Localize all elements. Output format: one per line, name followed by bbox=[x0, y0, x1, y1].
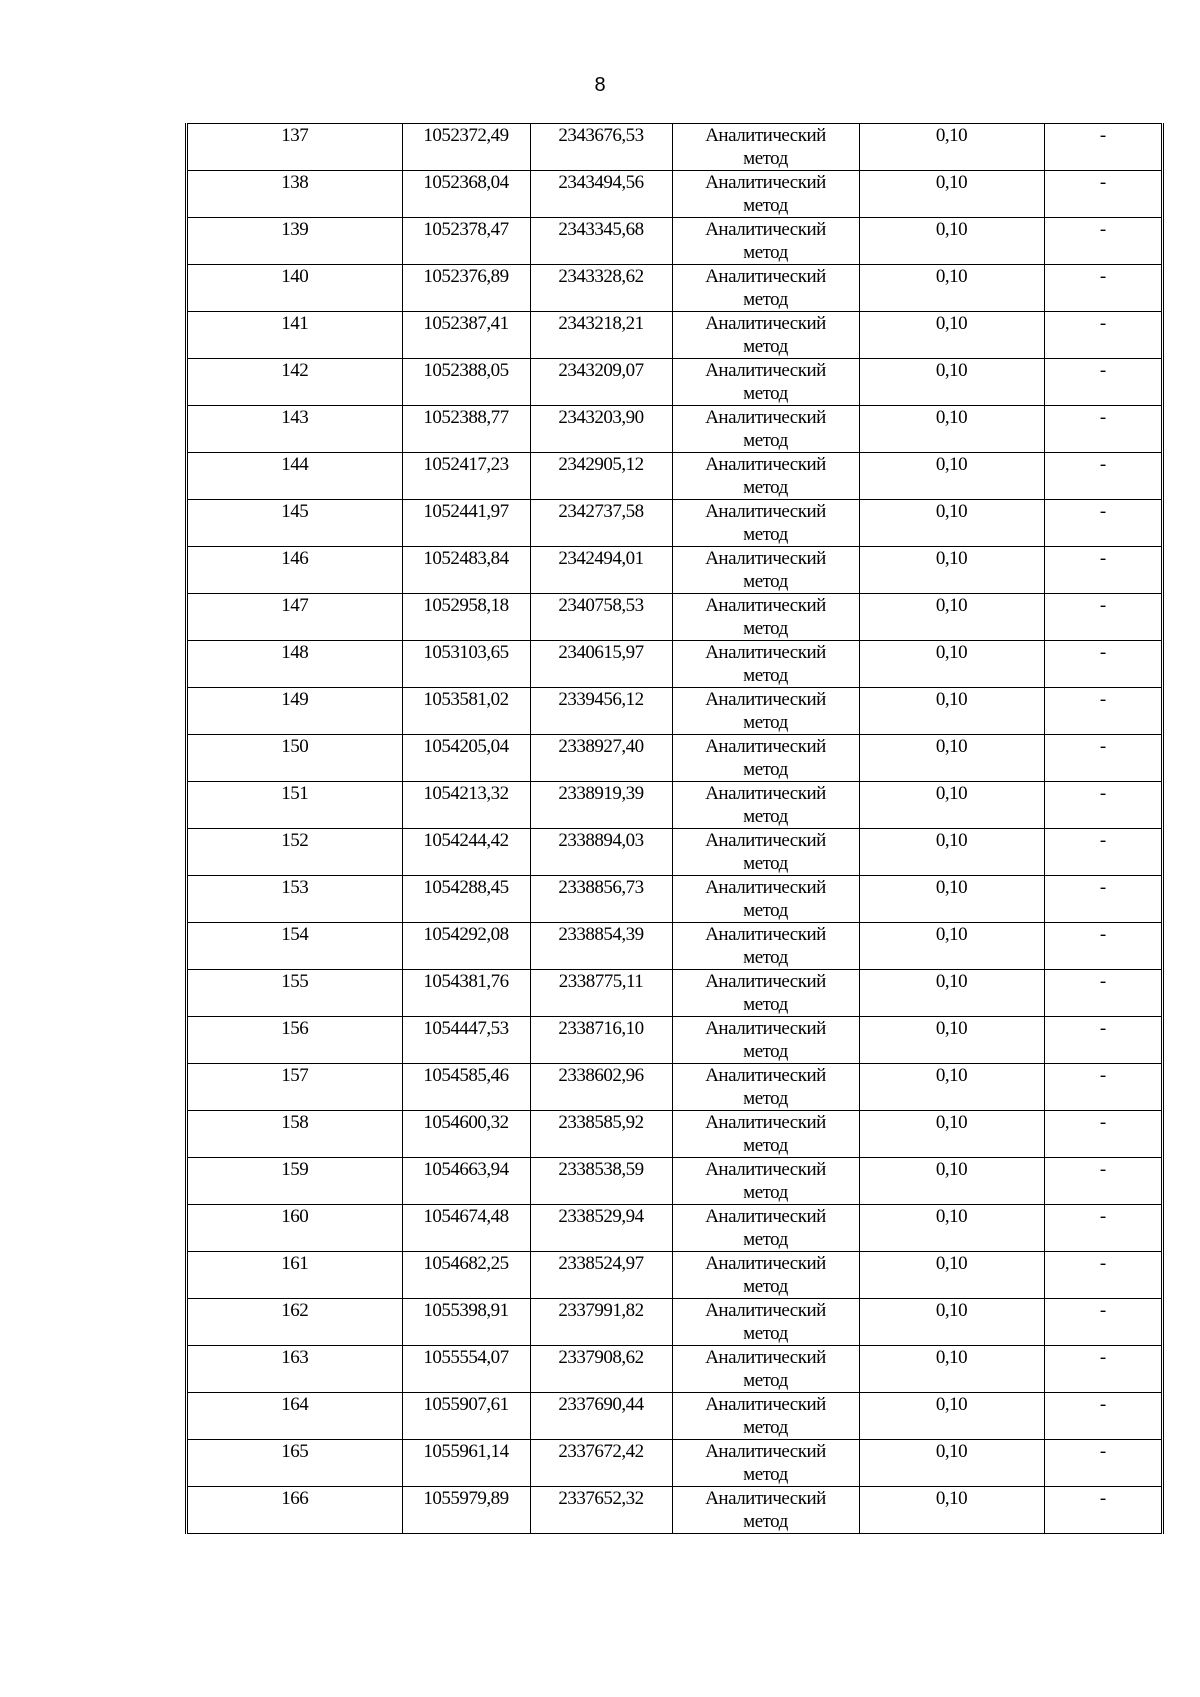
x-coordinate-cell: 1052388,77 bbox=[402, 406, 530, 453]
method-line-2: метод bbox=[743, 1229, 788, 1250]
method-cell bbox=[672, 1158, 859, 1205]
point-number-cell: 144 bbox=[188, 453, 402, 500]
method-line-2: метод bbox=[743, 1182, 788, 1203]
x-coordinate-cell: 1055979,89 bbox=[402, 1487, 530, 1534]
method-line-1: Аналитический bbox=[705, 1253, 826, 1274]
method-line-1: Аналитический bbox=[705, 454, 826, 475]
method-line-2: метод bbox=[743, 1511, 788, 1532]
method-line-1: Аналитический bbox=[705, 1018, 826, 1039]
point-number-cell: 153 bbox=[188, 876, 402, 923]
accuracy-cell: 0,10 bbox=[859, 641, 1044, 688]
table-row bbox=[188, 265, 1161, 312]
table-row bbox=[188, 829, 1161, 876]
note-cell: - bbox=[1044, 1252, 1161, 1299]
accuracy-cell: 0,10 bbox=[859, 1440, 1044, 1487]
point-number-cell: 139 bbox=[188, 218, 402, 265]
y-coordinate-cell: 2337672,42 bbox=[530, 1440, 672, 1487]
method-cell bbox=[672, 1487, 859, 1534]
note-cell: - bbox=[1044, 218, 1161, 265]
method-line-1: Аналитический bbox=[705, 1112, 826, 1133]
table-row bbox=[188, 171, 1161, 218]
method-cell bbox=[672, 1299, 859, 1346]
y-coordinate-cell: 2337991,82 bbox=[530, 1299, 672, 1346]
x-coordinate-cell: 1055554,07 bbox=[402, 1346, 530, 1393]
table-row bbox=[188, 218, 1161, 265]
method-cell bbox=[672, 1440, 859, 1487]
x-coordinate-cell: 1054447,53 bbox=[402, 1017, 530, 1064]
method-line-2: метод bbox=[743, 571, 788, 592]
note-cell: - bbox=[1044, 876, 1161, 923]
x-coordinate-cell: 1052417,23 bbox=[402, 453, 530, 500]
method-cell bbox=[672, 735, 859, 782]
x-coordinate-cell: 1052378,47 bbox=[402, 218, 530, 265]
table-row bbox=[188, 688, 1161, 735]
method-line-2: метод bbox=[743, 947, 788, 968]
point-number-cell: 147 bbox=[188, 594, 402, 641]
point-number-cell: 143 bbox=[188, 406, 402, 453]
point-number-cell: 152 bbox=[188, 829, 402, 876]
y-coordinate-cell: 2338894,03 bbox=[530, 829, 672, 876]
method-line-1: Аналитический bbox=[705, 1347, 826, 1368]
table-row bbox=[188, 406, 1161, 453]
y-coordinate-cell: 2343345,68 bbox=[530, 218, 672, 265]
method-cell bbox=[672, 312, 859, 359]
point-number-cell: 160 bbox=[188, 1205, 402, 1252]
method-line-2: метод bbox=[743, 242, 788, 263]
method-line-2: метод bbox=[743, 524, 788, 545]
y-coordinate-cell: 2337690,44 bbox=[530, 1393, 672, 1440]
table-row bbox=[188, 923, 1161, 970]
table-row bbox=[188, 1064, 1161, 1111]
method-line-1: Аналитический bbox=[705, 1300, 826, 1321]
method-cell bbox=[672, 500, 859, 547]
method-line-1: Аналитический bbox=[705, 1394, 826, 1415]
method-line-2: метод bbox=[743, 712, 788, 733]
method-cell bbox=[672, 124, 859, 171]
accuracy-cell: 0,10 bbox=[859, 171, 1044, 218]
x-coordinate-cell: 1052483,84 bbox=[402, 547, 530, 594]
method-line-1: Аналитический bbox=[705, 548, 826, 569]
method-cell bbox=[672, 1111, 859, 1158]
note-cell: - bbox=[1044, 688, 1161, 735]
method-line-2: метод bbox=[743, 1135, 788, 1156]
method-cell bbox=[672, 218, 859, 265]
method-line-2: метод bbox=[743, 383, 788, 404]
method-cell bbox=[672, 1252, 859, 1299]
table-row bbox=[188, 1487, 1161, 1534]
method-line-2: метод bbox=[743, 477, 788, 498]
y-coordinate-cell: 2338856,73 bbox=[530, 876, 672, 923]
note-cell: - bbox=[1044, 500, 1161, 547]
x-coordinate-cell: 1054292,08 bbox=[402, 923, 530, 970]
y-coordinate-cell: 2338538,59 bbox=[530, 1158, 672, 1205]
point-number-cell: 151 bbox=[188, 782, 402, 829]
accuracy-cell: 0,10 bbox=[859, 1252, 1044, 1299]
x-coordinate-cell: 1054674,48 bbox=[402, 1205, 530, 1252]
method-cell bbox=[672, 1393, 859, 1440]
method-cell bbox=[672, 923, 859, 970]
table-row bbox=[188, 1299, 1161, 1346]
method-line-1: Аналитический bbox=[705, 266, 826, 287]
x-coordinate-cell: 1052376,89 bbox=[402, 265, 530, 312]
method-cell bbox=[672, 688, 859, 735]
point-number-cell: 158 bbox=[188, 1111, 402, 1158]
table-row bbox=[188, 1017, 1161, 1064]
method-line-1: Аналитический bbox=[705, 689, 826, 710]
y-coordinate-cell: 2343328,62 bbox=[530, 265, 672, 312]
method-cell bbox=[672, 406, 859, 453]
y-coordinate-cell: 2338716,10 bbox=[530, 1017, 672, 1064]
y-coordinate-cell: 2340758,53 bbox=[530, 594, 672, 641]
accuracy-cell: 0,10 bbox=[859, 1017, 1044, 1064]
method-line-1: Аналитический bbox=[705, 642, 826, 663]
accuracy-cell: 0,10 bbox=[859, 829, 1044, 876]
x-coordinate-cell: 1055907,61 bbox=[402, 1393, 530, 1440]
accuracy-cell: 0,10 bbox=[859, 876, 1044, 923]
y-coordinate-cell: 2338529,94 bbox=[530, 1205, 672, 1252]
method-line-1: Аналитический bbox=[705, 783, 826, 804]
point-number-cell: 166 bbox=[188, 1487, 402, 1534]
table-row bbox=[188, 1252, 1161, 1299]
accuracy-cell: 0,10 bbox=[859, 265, 1044, 312]
method-line-1: Аналитический bbox=[705, 736, 826, 757]
method-cell bbox=[672, 1017, 859, 1064]
method-cell bbox=[672, 829, 859, 876]
note-cell: - bbox=[1044, 735, 1161, 782]
point-number-cell: 150 bbox=[188, 735, 402, 782]
point-number-cell: 138 bbox=[188, 171, 402, 218]
x-coordinate-cell: 1052441,97 bbox=[402, 500, 530, 547]
note-cell: - bbox=[1044, 641, 1161, 688]
x-coordinate-cell: 1053581,02 bbox=[402, 688, 530, 735]
method-cell bbox=[672, 171, 859, 218]
method-line-1: Аналитический bbox=[705, 877, 826, 898]
x-coordinate-cell: 1054244,42 bbox=[402, 829, 530, 876]
coordinates-table-body bbox=[188, 124, 1161, 1534]
note-cell: - bbox=[1044, 359, 1161, 406]
note-cell: - bbox=[1044, 923, 1161, 970]
y-coordinate-cell: 2343494,56 bbox=[530, 171, 672, 218]
note-cell: - bbox=[1044, 1487, 1161, 1534]
y-coordinate-cell: 2338602,96 bbox=[530, 1064, 672, 1111]
method-line-2: метод bbox=[743, 806, 788, 827]
x-coordinate-cell: 1052958,18 bbox=[402, 594, 530, 641]
accuracy-cell: 0,10 bbox=[859, 1064, 1044, 1111]
note-cell: - bbox=[1044, 453, 1161, 500]
table-row bbox=[188, 1440, 1161, 1487]
x-coordinate-cell: 1052372,49 bbox=[402, 124, 530, 171]
table-row bbox=[188, 312, 1161, 359]
x-coordinate-cell: 1054205,04 bbox=[402, 735, 530, 782]
method-line-2: метод bbox=[743, 1323, 788, 1344]
y-coordinate-cell: 2338524,97 bbox=[530, 1252, 672, 1299]
x-coordinate-cell: 1055961,14 bbox=[402, 1440, 530, 1487]
x-coordinate-cell: 1054585,46 bbox=[402, 1064, 530, 1111]
note-cell: - bbox=[1044, 829, 1161, 876]
method-line-2: метод bbox=[743, 1088, 788, 1109]
accuracy-cell: 0,10 bbox=[859, 218, 1044, 265]
y-coordinate-cell: 2338854,39 bbox=[530, 923, 672, 970]
point-number-cell: 149 bbox=[188, 688, 402, 735]
method-line-1: Аналитический bbox=[705, 125, 826, 146]
point-number-cell: 141 bbox=[188, 312, 402, 359]
y-coordinate-cell: 2337652,32 bbox=[530, 1487, 672, 1534]
accuracy-cell: 0,10 bbox=[859, 312, 1044, 359]
method-line-1: Аналитический bbox=[705, 1206, 826, 1227]
table-row bbox=[188, 500, 1161, 547]
method-cell bbox=[672, 970, 859, 1017]
note-cell: - bbox=[1044, 124, 1161, 171]
accuracy-cell: 0,10 bbox=[859, 688, 1044, 735]
method-cell bbox=[672, 1205, 859, 1252]
table-row bbox=[188, 594, 1161, 641]
point-number-cell: 157 bbox=[188, 1064, 402, 1111]
coordinates-table bbox=[188, 123, 1161, 1534]
method-line-2: метод bbox=[743, 900, 788, 921]
note-cell: - bbox=[1044, 547, 1161, 594]
method-line-2: метод bbox=[743, 1464, 788, 1485]
accuracy-cell: 0,10 bbox=[859, 359, 1044, 406]
point-number-cell: 142 bbox=[188, 359, 402, 406]
method-cell bbox=[672, 782, 859, 829]
accuracy-cell: 0,10 bbox=[859, 1205, 1044, 1252]
note-cell: - bbox=[1044, 171, 1161, 218]
method-line-2: метод bbox=[743, 430, 788, 451]
point-number-cell: 162 bbox=[188, 1299, 402, 1346]
accuracy-cell: 0,10 bbox=[859, 500, 1044, 547]
y-coordinate-cell: 2338919,39 bbox=[530, 782, 672, 829]
accuracy-cell: 0,10 bbox=[859, 453, 1044, 500]
y-coordinate-cell: 2338585,92 bbox=[530, 1111, 672, 1158]
point-number-cell: 155 bbox=[188, 970, 402, 1017]
accuracy-cell: 0,10 bbox=[859, 1487, 1044, 1534]
method-line-2: метод bbox=[743, 853, 788, 874]
table-row bbox=[188, 453, 1161, 500]
point-number-cell: 165 bbox=[188, 1440, 402, 1487]
y-coordinate-cell: 2338927,40 bbox=[530, 735, 672, 782]
y-coordinate-cell: 2340615,97 bbox=[530, 641, 672, 688]
x-coordinate-cell: 1054663,94 bbox=[402, 1158, 530, 1205]
point-number-cell: 145 bbox=[188, 500, 402, 547]
method-cell bbox=[672, 547, 859, 594]
accuracy-cell: 0,10 bbox=[859, 124, 1044, 171]
y-coordinate-cell: 2343218,21 bbox=[530, 312, 672, 359]
method-line-1: Аналитический bbox=[705, 1065, 826, 1086]
page-number: 8 bbox=[594, 74, 606, 96]
point-number-cell: 164 bbox=[188, 1393, 402, 1440]
table-row bbox=[188, 876, 1161, 923]
point-number-cell: 161 bbox=[188, 1252, 402, 1299]
x-coordinate-cell: 1052388,05 bbox=[402, 359, 530, 406]
method-line-1: Аналитический bbox=[705, 1159, 826, 1180]
x-coordinate-cell: 1054381,76 bbox=[402, 970, 530, 1017]
note-cell: - bbox=[1044, 970, 1161, 1017]
x-coordinate-cell: 1054682,25 bbox=[402, 1252, 530, 1299]
point-number-cell: 159 bbox=[188, 1158, 402, 1205]
method-cell bbox=[672, 265, 859, 312]
accuracy-cell: 0,10 bbox=[859, 1111, 1044, 1158]
accuracy-cell: 0,10 bbox=[859, 923, 1044, 970]
note-cell: - bbox=[1044, 1205, 1161, 1252]
table-row bbox=[188, 359, 1161, 406]
note-cell: - bbox=[1044, 265, 1161, 312]
note-cell: - bbox=[1044, 1064, 1161, 1111]
point-number-cell: 154 bbox=[188, 923, 402, 970]
method-line-2: метод bbox=[743, 1417, 788, 1438]
note-cell: - bbox=[1044, 1299, 1161, 1346]
table-row bbox=[188, 1111, 1161, 1158]
accuracy-cell: 0,10 bbox=[859, 1393, 1044, 1440]
method-line-1: Аналитический bbox=[705, 924, 826, 945]
method-line-1: Аналитический bbox=[705, 1488, 826, 1509]
method-cell bbox=[672, 594, 859, 641]
table-row bbox=[188, 124, 1161, 171]
method-line-1: Аналитический bbox=[705, 501, 826, 522]
point-number-cell: 146 bbox=[188, 547, 402, 594]
note-cell: - bbox=[1044, 1158, 1161, 1205]
accuracy-cell: 0,10 bbox=[859, 782, 1044, 829]
method-line-1: Аналитический bbox=[705, 407, 826, 428]
x-coordinate-cell: 1052368,04 bbox=[402, 171, 530, 218]
table-row bbox=[188, 1205, 1161, 1252]
method-line-1: Аналитический bbox=[705, 219, 826, 240]
table-row bbox=[188, 1158, 1161, 1205]
x-coordinate-cell: 1055398,91 bbox=[402, 1299, 530, 1346]
note-cell: - bbox=[1044, 1440, 1161, 1487]
method-line-1: Аналитический bbox=[705, 1441, 826, 1462]
point-number-cell: 137 bbox=[188, 124, 402, 171]
table-row bbox=[188, 735, 1161, 782]
x-coordinate-cell: 1053103,65 bbox=[402, 641, 530, 688]
y-coordinate-cell: 2342494,01 bbox=[530, 547, 672, 594]
accuracy-cell: 0,10 bbox=[859, 1346, 1044, 1393]
y-coordinate-cell: 2343676,53 bbox=[530, 124, 672, 171]
method-line-2: метод bbox=[743, 994, 788, 1015]
accuracy-cell: 0,10 bbox=[859, 1299, 1044, 1346]
x-coordinate-cell: 1052387,41 bbox=[402, 312, 530, 359]
method-line-2: метод bbox=[743, 665, 788, 686]
method-cell bbox=[672, 1064, 859, 1111]
y-coordinate-cell: 2343209,07 bbox=[530, 359, 672, 406]
note-cell: - bbox=[1044, 406, 1161, 453]
x-coordinate-cell: 1054213,32 bbox=[402, 782, 530, 829]
note-cell: - bbox=[1044, 1017, 1161, 1064]
method-line-2: метод bbox=[743, 289, 788, 310]
table-row bbox=[188, 641, 1161, 688]
note-cell: - bbox=[1044, 782, 1161, 829]
method-line-2: метод bbox=[743, 1041, 788, 1062]
method-line-2: метод bbox=[743, 148, 788, 169]
method-line-1: Аналитический bbox=[705, 971, 826, 992]
y-coordinate-cell: 2338775,11 bbox=[530, 970, 672, 1017]
note-cell: - bbox=[1044, 1393, 1161, 1440]
method-line-2: метод bbox=[743, 1276, 788, 1297]
accuracy-cell: 0,10 bbox=[859, 547, 1044, 594]
accuracy-cell: 0,10 bbox=[859, 735, 1044, 782]
point-number-cell: 156 bbox=[188, 1017, 402, 1064]
y-coordinate-cell: 2339456,12 bbox=[530, 688, 672, 735]
note-cell: - bbox=[1044, 594, 1161, 641]
x-coordinate-cell: 1054288,45 bbox=[402, 876, 530, 923]
method-cell bbox=[672, 876, 859, 923]
method-line-2: метод bbox=[743, 759, 788, 780]
note-cell: - bbox=[1044, 1346, 1161, 1393]
table-row bbox=[188, 1393, 1161, 1440]
accuracy-cell: 0,10 bbox=[859, 1158, 1044, 1205]
table-row bbox=[188, 1346, 1161, 1393]
method-line-1: Аналитический bbox=[705, 172, 826, 193]
x-coordinate-cell: 1054600,32 bbox=[402, 1111, 530, 1158]
y-coordinate-cell: 2342737,58 bbox=[530, 500, 672, 547]
y-coordinate-cell: 2342905,12 bbox=[530, 453, 672, 500]
method-line-1: Аналитический bbox=[705, 360, 826, 381]
table-row bbox=[188, 782, 1161, 829]
y-coordinate-cell: 2343203,90 bbox=[530, 406, 672, 453]
method-cell bbox=[672, 1346, 859, 1393]
y-coordinate-cell: 2337908,62 bbox=[530, 1346, 672, 1393]
note-cell: - bbox=[1044, 312, 1161, 359]
point-number-cell: 140 bbox=[188, 265, 402, 312]
point-number-cell: 163 bbox=[188, 1346, 402, 1393]
method-cell bbox=[672, 359, 859, 406]
coordinates-table-frame bbox=[185, 123, 1164, 1534]
note-cell: - bbox=[1044, 1111, 1161, 1158]
table-row bbox=[188, 547, 1161, 594]
method-line-2: метод bbox=[743, 336, 788, 357]
method-cell bbox=[672, 453, 859, 500]
table-row bbox=[188, 970, 1161, 1017]
method-line-1: Аналитический bbox=[705, 595, 826, 616]
method-cell bbox=[672, 641, 859, 688]
accuracy-cell: 0,10 bbox=[859, 970, 1044, 1017]
accuracy-cell: 0,10 bbox=[859, 594, 1044, 641]
point-number-cell: 148 bbox=[188, 641, 402, 688]
method-line-2: метод bbox=[743, 618, 788, 639]
method-line-1: Аналитический bbox=[705, 830, 826, 851]
accuracy-cell: 0,10 bbox=[859, 406, 1044, 453]
method-line-2: метод bbox=[743, 195, 788, 216]
method-line-2: метод bbox=[743, 1370, 788, 1391]
method-line-1: Аналитический bbox=[705, 313, 826, 334]
